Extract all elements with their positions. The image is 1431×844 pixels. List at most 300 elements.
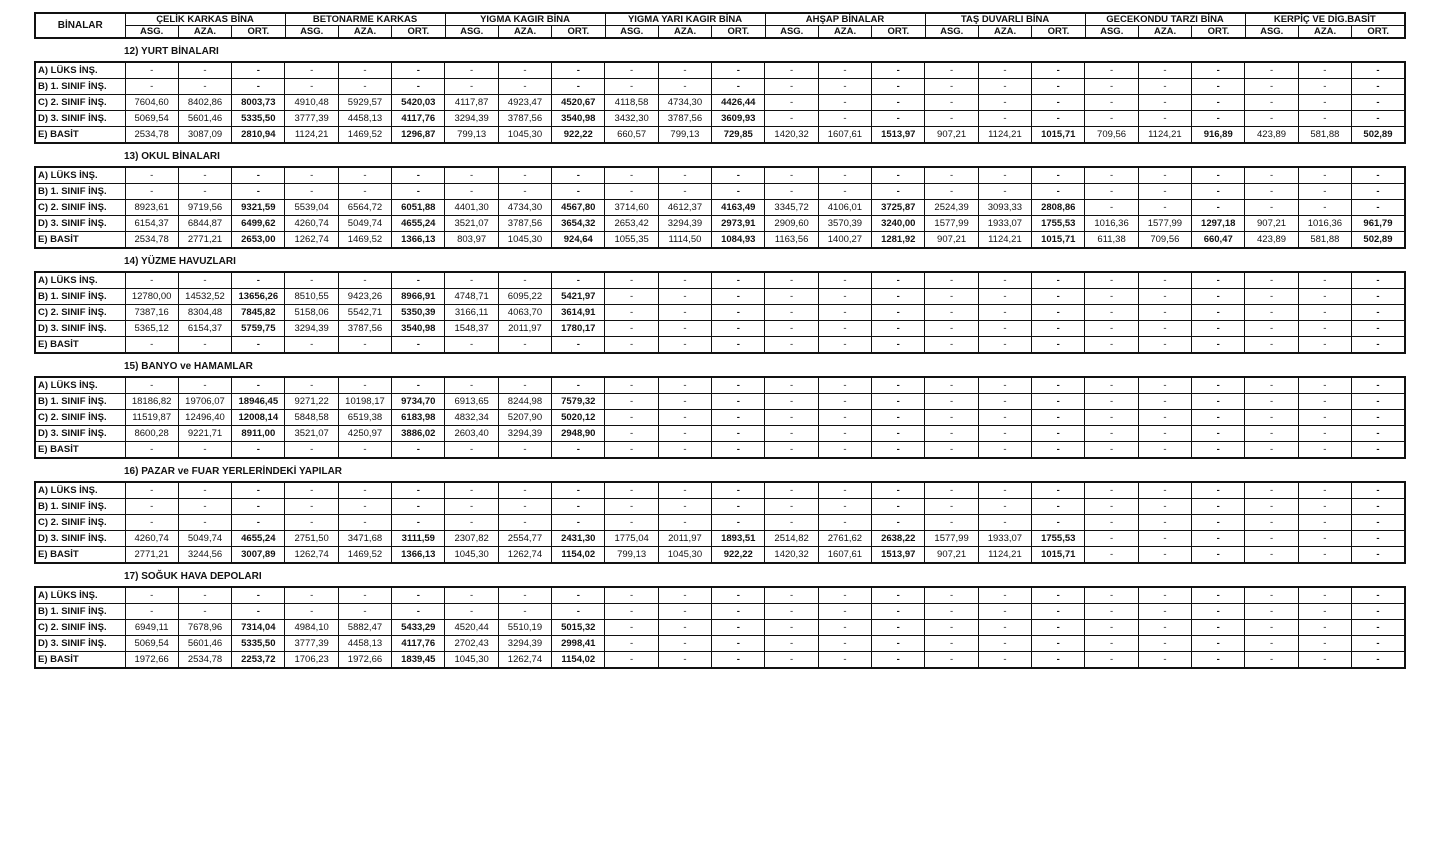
value-cell: - (765, 620, 818, 636)
value-cell: 1548,37 (445, 321, 498, 337)
value-cell: 1780,17 (552, 321, 605, 337)
table-row (35, 232, 1405, 249)
header-table (34, 12, 1406, 39)
value-cell: - (552, 184, 605, 200)
value-cell: - (658, 184, 711, 200)
table-row (35, 127, 1405, 144)
value-cell: - (178, 499, 231, 515)
value-cell: - (925, 515, 978, 531)
value-cell: - (1352, 652, 1405, 669)
row-label: D) 3. SINIF İNŞ. (35, 321, 125, 337)
value-cell: - (872, 272, 925, 289)
value-cell: - (178, 377, 231, 394)
value-cell: - (1192, 305, 1245, 321)
value-cell: - (1298, 499, 1351, 515)
value-cell: - (712, 167, 765, 184)
value-cell: - (1085, 95, 1138, 111)
value-cell: 7604,60 (125, 95, 178, 111)
value-cell: 1577,99 (1138, 216, 1191, 232)
value-cell: 2534,78 (178, 652, 231, 669)
value-cell: - (765, 95, 818, 111)
value-cell: - (925, 167, 978, 184)
value-cell: - (1032, 652, 1085, 669)
value-cell: - (125, 482, 178, 499)
row-label: C) 2. SINIF İNŞ. (35, 410, 125, 426)
value-cell: - (925, 410, 978, 426)
value-cell: - (1032, 515, 1085, 531)
value-cell: - (818, 167, 871, 184)
value-cell: - (872, 587, 925, 604)
value-cell: 2431,30 (552, 531, 605, 547)
value-cell: - (978, 587, 1031, 604)
value-cell: - (818, 289, 871, 305)
sub-header: ORT. (872, 26, 925, 39)
value-cell: - (1352, 515, 1405, 531)
value-cell: - (1032, 377, 1085, 394)
value-cell: - (1192, 620, 1245, 636)
value-cell: 4117,87 (445, 95, 498, 111)
value-cell: 3725,87 (872, 200, 925, 216)
value-cell: 1154,02 (552, 547, 605, 564)
value-cell: - (1032, 272, 1085, 289)
value-cell: 9719,56 (178, 200, 231, 216)
value-cell: 4260,74 (125, 531, 178, 547)
value-cell: 2638,22 (872, 531, 925, 547)
value-cell: 1124,21 (1138, 127, 1191, 144)
value-cell: - (818, 410, 871, 426)
value-cell: 2810,94 (232, 127, 285, 144)
value-cell: - (872, 337, 925, 354)
sub-header: AZA. (498, 26, 551, 39)
value-cell: - (818, 515, 871, 531)
value-cell: - (1192, 547, 1245, 564)
value-cell: - (925, 79, 978, 95)
value-cell: - (1245, 604, 1298, 620)
value-cell: - (1352, 289, 1405, 305)
value-cell: - (765, 184, 818, 200)
value-cell: 1420,32 (765, 127, 818, 144)
value-cell: - (925, 377, 978, 394)
value-cell: - (978, 111, 1031, 127)
value-cell: - (1245, 62, 1298, 79)
value-cell: - (605, 442, 658, 459)
value-cell: - (1138, 426, 1191, 442)
value-cell: 423,89 (1245, 127, 1298, 144)
value-cell: 3777,39 (285, 111, 338, 127)
value-cell: - (392, 482, 445, 499)
value-cell: 14532,52 (178, 289, 231, 305)
value-cell: - (445, 337, 498, 354)
value-cell: - (1298, 587, 1351, 604)
value-cell: 423,89 (1245, 232, 1298, 249)
value-cell: - (1245, 79, 1298, 95)
value-cell: - (1085, 272, 1138, 289)
value-cell: - (1298, 652, 1351, 669)
value-cell: - (872, 499, 925, 515)
value-cell: - (658, 79, 711, 95)
value-cell: - (978, 305, 1031, 321)
value-cell: - (1298, 184, 1351, 200)
value-cell: - (338, 79, 391, 95)
value-cell: - (605, 636, 658, 652)
section-block (34, 465, 1404, 564)
value-cell: 5049,74 (178, 531, 231, 547)
value-cell: - (1192, 410, 1245, 426)
row-label: B) 1. SINIF İNŞ. (35, 184, 125, 200)
value-cell: - (658, 426, 711, 442)
section-block (34, 45, 1404, 144)
table-row (35, 426, 1405, 442)
value-cell: - (1298, 62, 1351, 79)
value-cell: - (872, 426, 925, 442)
value-cell: 1469,52 (338, 547, 391, 564)
value-cell: 2534,78 (125, 127, 178, 144)
value-cell: 3294,39 (285, 321, 338, 337)
value-cell: 5542,71 (338, 305, 391, 321)
value-cell: 5350,39 (392, 305, 445, 321)
value-cell: - (818, 482, 871, 499)
value-cell: 3471,68 (338, 531, 391, 547)
sub-header: ASG. (285, 26, 338, 39)
value-cell: - (232, 337, 285, 354)
value-cell: 1839,45 (392, 652, 445, 669)
value-cell: - (1245, 482, 1298, 499)
value-cell: 2771,21 (125, 547, 178, 564)
value-cell: - (872, 604, 925, 620)
value-cell: - (392, 515, 445, 531)
value-cell: - (1352, 200, 1405, 216)
value-cell: 907,21 (925, 547, 978, 564)
header-group-row (35, 13, 1405, 26)
group-header: BETONARME KARKAS (285, 13, 445, 26)
value-cell: 5510,19 (498, 620, 551, 636)
value-cell: - (1298, 604, 1351, 620)
row-label: D) 3. SINIF İNŞ. (35, 216, 125, 232)
value-cell: - (712, 620, 765, 636)
value-cell: 2909,60 (765, 216, 818, 232)
value-cell: 2534,78 (125, 232, 178, 249)
table-row (35, 442, 1405, 459)
value-cell: - (178, 167, 231, 184)
value-cell: - (285, 604, 338, 620)
value-cell: 709,56 (1138, 232, 1191, 249)
table-row (35, 652, 1405, 669)
value-cell: - (1032, 62, 1085, 79)
value-cell: - (1245, 636, 1298, 652)
sub-header: ASG. (605, 26, 658, 39)
row-label: E) BASİT (35, 652, 125, 669)
table-row (35, 482, 1405, 499)
value-cell: 3240,00 (872, 216, 925, 232)
table-row (35, 272, 1405, 289)
section-table (34, 61, 1406, 144)
value-cell: - (1192, 184, 1245, 200)
value-cell: - (498, 482, 551, 499)
value-cell: - (1085, 394, 1138, 410)
section-table (34, 481, 1406, 564)
value-cell: - (925, 620, 978, 636)
value-cell: 1124,21 (285, 127, 338, 144)
value-cell: - (232, 184, 285, 200)
row-label: E) BASİT (35, 232, 125, 249)
sub-header: ORT. (552, 26, 605, 39)
sub-header: ASG. (1245, 26, 1298, 39)
value-cell: - (925, 499, 978, 515)
value-cell: - (605, 305, 658, 321)
value-cell: 5759,75 (232, 321, 285, 337)
section-title: 17) SOĞUK HAVA DEPOLARI (124, 571, 262, 582)
value-cell: - (338, 62, 391, 79)
value-cell: - (1192, 167, 1245, 184)
value-cell: - (605, 377, 658, 394)
value-cell: - (1352, 184, 1405, 200)
value-cell: - (872, 515, 925, 531)
value-cell: - (285, 587, 338, 604)
value-cell: - (445, 587, 498, 604)
sub-header: AZA. (818, 26, 871, 39)
value-cell: 2307,82 (445, 531, 498, 547)
section-block (34, 255, 1404, 354)
value-cell: 1124,21 (978, 232, 1031, 249)
value-cell: 8600,28 (125, 426, 178, 442)
sub-header: AZA. (338, 26, 391, 39)
value-cell: - (818, 426, 871, 442)
value-cell: 3787,56 (338, 321, 391, 337)
value-cell: - (658, 394, 711, 410)
value-cell: - (1138, 79, 1191, 95)
value-cell: - (1138, 337, 1191, 354)
value-cell: 4458,13 (338, 636, 391, 652)
group-header: AHŞAP BİNALAR (765, 13, 925, 26)
value-cell: 4984,10 (285, 620, 338, 636)
value-cell: 1045,30 (658, 547, 711, 564)
value-cell: - (1245, 531, 1298, 547)
value-cell: - (1138, 636, 1191, 652)
value-cell: - (765, 321, 818, 337)
value-cell: - (498, 604, 551, 620)
value-cell: - (1032, 410, 1085, 426)
value-cell: 611,38 (1085, 232, 1138, 249)
value-cell: 5539,04 (285, 200, 338, 216)
value-cell: - (1192, 515, 1245, 531)
value-cell: - (818, 337, 871, 354)
value-cell: - (445, 604, 498, 620)
value-cell: 8911,00 (232, 426, 285, 442)
value-cell: - (1032, 289, 1085, 305)
table-row (35, 636, 1405, 652)
value-cell: 3294,39 (658, 216, 711, 232)
value-cell: - (925, 337, 978, 354)
value-cell: - (498, 167, 551, 184)
value-cell: - (1032, 636, 1085, 652)
value-cell: - (392, 587, 445, 604)
value-cell: 1706,23 (285, 652, 338, 669)
value-cell: - (1352, 636, 1405, 652)
value-cell: 1972,66 (125, 652, 178, 669)
value-cell: - (1192, 531, 1245, 547)
value-cell: 5848,58 (285, 410, 338, 426)
table-row (35, 394, 1405, 410)
section-table (34, 271, 1406, 354)
value-cell: - (925, 111, 978, 127)
value-cell: 3166,11 (445, 305, 498, 321)
row-label: B) 1. SINIF İNŞ. (35, 604, 125, 620)
value-cell: 961,79 (1352, 216, 1405, 232)
value-cell: 1262,74 (285, 232, 338, 249)
value-cell: - (552, 604, 605, 620)
value-cell: - (605, 337, 658, 354)
value-cell: - (1352, 167, 1405, 184)
value-cell: 18946,45 (232, 394, 285, 410)
value-cell: 1513,97 (872, 127, 925, 144)
price-sheet (34, 12, 1404, 669)
value-cell: - (498, 337, 551, 354)
value-cell: - (1138, 587, 1191, 604)
value-cell: - (1138, 95, 1191, 111)
value-cell: - (232, 79, 285, 95)
value-cell: - (1032, 167, 1085, 184)
value-cell: - (498, 515, 551, 531)
sub-header: ASG. (925, 26, 978, 39)
value-cell: 8923,61 (125, 200, 178, 216)
value-cell: - (712, 377, 765, 394)
value-cell: - (392, 184, 445, 200)
sub-header: ORT. (1352, 26, 1405, 39)
value-cell: 502,89 (1352, 127, 1405, 144)
value-cell: - (338, 587, 391, 604)
table-row (35, 289, 1405, 305)
value-cell: - (978, 442, 1031, 459)
value-cell: - (1085, 442, 1138, 459)
value-cell: - (872, 636, 925, 652)
value-cell: 8003,73 (232, 95, 285, 111)
value-cell: - (1298, 515, 1351, 531)
value-cell: - (712, 499, 765, 515)
value-cell: - (232, 167, 285, 184)
value-cell: - (1192, 442, 1245, 459)
value-cell: 1281,92 (872, 232, 925, 249)
value-cell: - (232, 442, 285, 459)
value-cell: - (712, 321, 765, 337)
row-label: C) 2. SINIF İNŞ. (35, 620, 125, 636)
value-cell: - (1085, 587, 1138, 604)
value-cell: - (978, 95, 1031, 111)
value-cell: - (818, 377, 871, 394)
value-cell: - (925, 442, 978, 459)
value-cell: - (658, 442, 711, 459)
value-cell: - (925, 426, 978, 442)
value-cell: - (925, 272, 978, 289)
value-cell: - (978, 289, 1031, 305)
row-label: D) 3. SINIF İNŞ. (35, 426, 125, 442)
value-cell: 3570,39 (818, 216, 871, 232)
value-cell: - (1298, 321, 1351, 337)
value-cell: - (552, 587, 605, 604)
value-cell: - (285, 482, 338, 499)
value-cell: 12496,40 (178, 410, 231, 426)
value-cell: 4655,24 (232, 531, 285, 547)
value-cell: - (445, 167, 498, 184)
value-cell: - (1192, 636, 1245, 652)
sub-header: AZA. (658, 26, 711, 39)
value-cell: 709,56 (1085, 127, 1138, 144)
row-label: D) 3. SINIF İNŞ. (35, 111, 125, 127)
value-cell: - (872, 95, 925, 111)
value-cell: 5433,29 (392, 620, 445, 636)
value-cell: - (605, 410, 658, 426)
value-cell: - (872, 321, 925, 337)
table-row (35, 167, 1405, 184)
value-cell: - (765, 167, 818, 184)
value-cell: 2524,39 (925, 200, 978, 216)
value-cell: - (765, 587, 818, 604)
value-cell: 11519,87 (125, 410, 178, 426)
value-cell: 3787,56 (498, 216, 551, 232)
value-cell: 3521,07 (445, 216, 498, 232)
value-cell: - (178, 515, 231, 531)
sub-header: AZA. (978, 26, 1031, 39)
value-cell: 2514,82 (765, 531, 818, 547)
value-cell: 1420,32 (765, 547, 818, 564)
value-cell: - (285, 167, 338, 184)
value-cell: 8304,48 (178, 305, 231, 321)
value-cell: - (658, 636, 711, 652)
value-cell: - (765, 111, 818, 127)
sub-header: AZA. (178, 26, 231, 39)
value-cell: - (1298, 200, 1351, 216)
value-cell: - (1192, 499, 1245, 515)
value-cell: 803,97 (445, 232, 498, 249)
value-cell: 3540,98 (552, 111, 605, 127)
value-cell: - (1138, 321, 1191, 337)
value-cell: 5049,74 (338, 216, 391, 232)
table-row (35, 620, 1405, 636)
value-cell: - (712, 410, 765, 426)
value-cell: 2653,00 (232, 232, 285, 249)
value-cell: - (1085, 337, 1138, 354)
row-label: E) BASİT (35, 127, 125, 144)
value-cell: 4734,30 (658, 95, 711, 111)
value-cell: 799,13 (605, 547, 658, 564)
value-cell: 2771,21 (178, 232, 231, 249)
value-cell: - (392, 337, 445, 354)
value-cell: 7314,04 (232, 620, 285, 636)
value-cell: - (1192, 95, 1245, 111)
value-cell: 5207,90 (498, 410, 551, 426)
value-cell: 2998,41 (552, 636, 605, 652)
value-cell: - (338, 377, 391, 394)
sub-header: AZA. (1138, 26, 1191, 39)
value-cell: 5158,06 (285, 305, 338, 321)
value-cell: - (1352, 79, 1405, 95)
value-cell: - (658, 499, 711, 515)
value-cell: - (605, 184, 658, 200)
value-cell: - (1192, 377, 1245, 394)
value-cell: - (925, 652, 978, 669)
table-row (35, 184, 1405, 200)
sections (34, 45, 1404, 669)
value-cell: 6519,38 (338, 410, 391, 426)
value-cell: - (765, 482, 818, 499)
value-cell: - (1085, 547, 1138, 564)
value-cell: 3886,02 (392, 426, 445, 442)
value-cell: 1262,74 (498, 547, 551, 564)
value-cell: - (872, 620, 925, 636)
value-cell: - (1032, 426, 1085, 442)
value-cell: 2948,90 (552, 426, 605, 442)
value-cell: - (552, 442, 605, 459)
value-cell: - (1192, 337, 1245, 354)
